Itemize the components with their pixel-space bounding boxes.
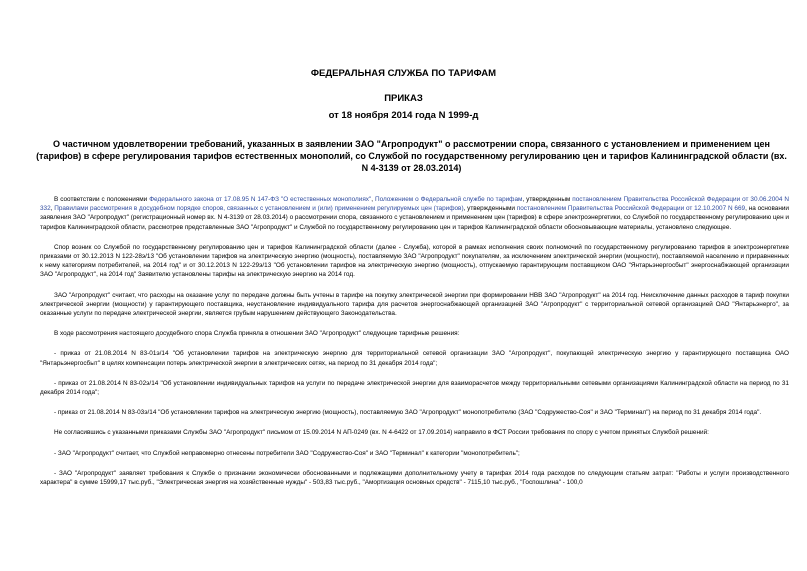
document-body (40, 195, 789, 498)
document-date-number: от 18 ноября 2014 года N 1999-д (328, 110, 479, 121)
text-fragment: В соответствии с положениями (54, 196, 150, 203)
paragraph-order-03: - приказ от 21.08.2014 N 83-03э/14 "Об установлении тарифов на электрическую энергию (мощность), поставляемую ЗАО "Агропродукт" монопотребителю (ЗАО "Содружество-Соя" и ЗАО "Терминал") на период по 31 декабря 2014 года". (54, 409, 762, 417)
link-federal-law[interactable]: Федерального закона от 17.08.95 N 147-ФЗ "О естественных монополиях" (149, 196, 372, 203)
text-fragment: , (371, 196, 375, 203)
text-fragment: , на основании заявления ЗАО "Агропродукт" (регистрационный номер вх. N 4-3139 от 28.03.2014) о рассмотрении спора, связанного с установлением и применением цен (тарифов) в сфере электроэнергетики, со Службой по государственному регулированию цен и тарифов Калининградской области, рассмотрев представленные ЗАО "Агропродукт" и Службой по государственному регулированию цен и тарифов Калининградской области обосновывающие материалы, установлено следующее. (40, 205, 789, 231)
paragraph-legal-basis (40, 195, 789, 232)
paragraph-claim-monoconsumer: - ЗАО "Агропродукт" считает, что Службой неправомерно отнесены потребители ЗАО "Содружество-Соя" и ЗАО "Терминал" к категории "монопотребитель"; (54, 449, 520, 457)
link-fst-regulation[interactable]: Положением о Федеральной службе по тарифам (375, 196, 523, 203)
link-government-decree-669[interactable]: постановлением Правительства Российской Федерации от 12.10.2007 N 669 (516, 205, 746, 213)
document-title: О частичном удовлетворении требований, указанных в заявлении ЗАО "Агропродукт" о рассмотрении спора, связанного с установлением и применением цен (тарифов) в сфере регулирования тарифов естественных монополий, со Службой по государственному регулированию цен и тарифов Калининградской области (вх. N 4-3139 от 28.03.2014) (36, 139, 787, 173)
paragraph-claim-expenses: - ЗАО "Агропродукт" заявляет требования к Службе о признании экономически обоснованными и подлежащими дополнительному учету в тарифах 2014 года расходов по следующим статьям затрат: "Работы и услуги производственного характера" в сумме 15999,17 тыс.руб., "Электрическая энергия на хозяйственные нужды" - 503,83 тыс.руб., "Амортизация основных средств" - 7115,10 тыс.руб., "Госпошлина" - 100,0 (40, 469, 789, 487)
paragraph-disagreement: Не согласившись с указанными приказами Службы ЗАО "Агропродукт" письмом от 15.09.2014 N АП-0249 (вх. N 4-6422 от 17.09.2014) направило в ФСТ России требования по спору с учетом принятых Службой решений: (54, 429, 709, 437)
paragraph-order-01: - приказ от 21.08.2014 N 83-01э/14 "Об установлении тарифов на электрическую энергию для территориальной сетевой организации ЗАО "Агропродукт", покупающей электрическую энергию у гарантирующего поставщика ОАО "Янтарьэнергосбыт" в целях компенсации потерь электрической энергии в электрических сетях, на период по 31 декабря 2014 года"; (40, 350, 789, 367)
text-fragment: , утвержденными (463, 205, 517, 213)
paragraph-order-02: - приказ от 21.08.2014 N 83-02э/14 "Об установлении индивидуальных тарифов на услуги по передаче электрической энергии для взаиморасчетов между территориальными сетевыми организациями Калининградской области на период по 31 декабря 2014 года"; (40, 379, 789, 397)
link-dispute-rules[interactable]: Правилами рассмотрения в досудебном порядке споров, связанных с установлением и (или) применением регулируемых цен (тарифов) (54, 205, 464, 213)
paragraph-decisions-intro: В ходе рассмотрения настоящего досудебного спора Служба приняла в отношении ЗАО "Агропродукт" следующие тарифные решения: (54, 330, 460, 338)
text-fragment: , утвержденным (522, 196, 573, 203)
link-government-decree-332[interactable]: постановлением Правительства Российской Федерации от 30.06.2004 N 332 (40, 196, 789, 213)
paragraph-claimant-position: ЗАО "Агропродукт" считает, что расходы на оказание услуг по передаче должны быть учтены в тарифе на покупку электрической энергии при формировании НВВ ЗАО "Агропродукт" на 2014 год. Неисключение данных расходов в тариф покупки электрической энергии (мощности) у гарантирующего поставщика, неустановление индивидуального тарифа для расчетов энергоснабжающей организацией ЗАО "Агропродукт" с территориальной сетевой организацией ОАО "Янтарьэнерго", за оказанные услуги по передаче электрической энергии, является грубым нарушением действующего Законодательства. (40, 291, 789, 318)
text-fragment: , (50, 205, 55, 213)
paragraph-dispute-origin: Спор возник со Службой по государственному регулированию цен и тарифов Калининградской области (далее - Служба), которой в рамках исполнения своих полномочий по государственному регулированию тарифов в электроэнергетике приказами от 30.12.2013 N 122-28э/13 "Об установлении тарифов на электрическую энергию (мощность), поставляемую ЗАО "Агропродукт" покупателям, за исключением электрической энергии (мощности), поставляемой населению и приравненных к нему категориям потребителей, на 2014 год" и от 30.12.2013 N 122-29э/13 "Об установлении тарифов на электрическую энергию (мощность), отпускаемую гарантирующим поставщиком ОАО "Янтарьэнергосбыт" энергоснабжающей организации ЗАО "Агропродукт", на 2014 год" Заявителю установлены тарифы на электрическую энергию на 2014 год. (40, 243, 789, 279)
agency-name: ФЕДЕРАЛЬНАЯ СЛУЖБА ПО ТАРИФАМ (310, 68, 497, 79)
document-type: ПРИКАЗ (384, 93, 423, 104)
